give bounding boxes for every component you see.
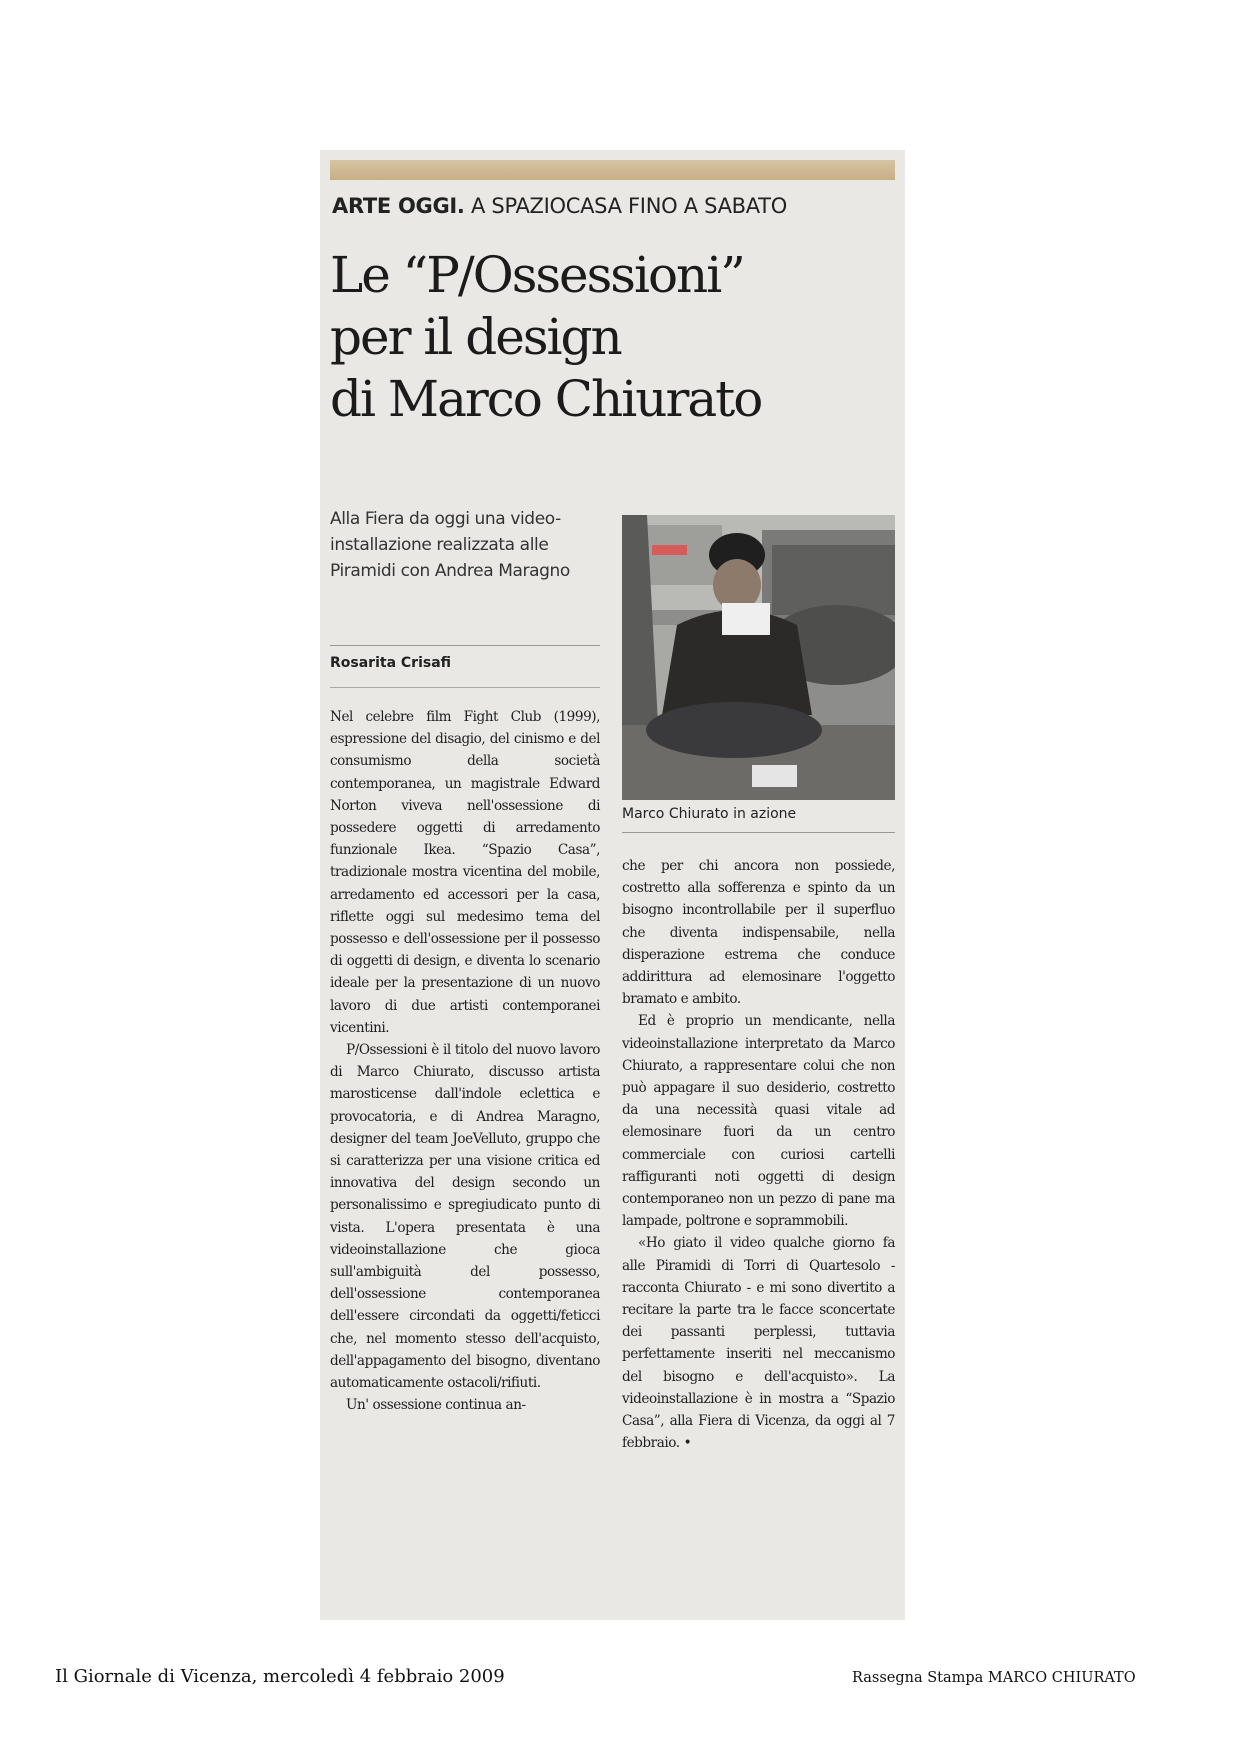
- paragraph: P/Ossessioni è il titolo del nuovo lavoro di Marco Chiurato, discusso artista marosticense dall'indole eclettica e provocatoria, e di Andrea Maragno, designer del team JoeVelluto, gruppo che si caratterizza per una visione critica ed innovativa del design secondo un personalissimo e spregiudicato punto di vista. L'opera presentata è una videoinstallazione che gioca sull'ambiguità del possesso, dell'ossessione contemporanea dell'essere circondati da oggetti/feticci che, nel momento stesso dell'acquisto, dell'appagamento del bisogno, diventano automaticamente ostacoli/rifiuti.: [330, 1042, 600, 1392]
- article-subhead: Alla Fiera da oggi una video-installazione realizzata alle Piramidi con Andrea Maragno: [330, 509, 570, 581]
- photo-illustration: [622, 515, 895, 800]
- footer-collection: Rassegna Stampa MARCO CHIURATO: [852, 1670, 1136, 1686]
- paragraph: Nel celebre film Fight Club (1999), espressione del disagio, del cinismo e del consumismo della società contemporanea, un magistrale Edward Norton viveva nell'ossessione di possedere oggetti di arredamento funzionale Ikea. “Spazio Casa”, tradizionale mostra vicentina del mobile, arredamento ed accessori per la casa, riflette oggi sul medesimo tema del possesso e dell'ossessione per il possesso di oggetti di design, e diventa lo scenario ideale per la presentazione di un nuovo lavoro di due artisti contemporanei vicentini.: [330, 709, 600, 1036]
- paragraph: [622, 1232, 895, 1454]
- top-color-band: [330, 160, 895, 180]
- article-kicker: [332, 194, 892, 218]
- newspaper-clipping: [320, 150, 905, 1620]
- footer-source: Il Giornale di Vicenza, mercoledì 4 febbraio 2009: [55, 1666, 505, 1687]
- paragraph: che per chi ancora non possiede, costretto alla sofferenza e spinto da un bisogno incontrollabile per il superfluo che diventa indispensabile, nella disperazione estrema che conduce addirittura ad elemosinare l'oggetto bramato e ambito.: [622, 858, 895, 1008]
- divider: [330, 687, 600, 688]
- divider: [330, 645, 600, 646]
- article-column-1: [330, 706, 600, 1417]
- paragraph: Ed è proprio un mendicante, nella videoinstallazione interpretato da Marco Chiurato, a rappresentare colui che non può appagare il suo desiderio, costretto da una necessità quasi vitale ad elemosinare fuori da un centro commerciale con curiosi cartelli raffiguranti noti oggetti di design contemporaneo non un pezzo di pane ma lampade, poltrone e soprammobili.: [622, 1013, 895, 1230]
- headline-line-2: per il design: [330, 308, 621, 366]
- article-byline: Rosarita Crisafi: [330, 655, 452, 671]
- article-photo: [622, 515, 895, 800]
- kicker-text: A SPAZIOCASA FINO A SABATO: [470, 194, 787, 218]
- paragraph-text: «Ho giato il video qualche giorno fa alle Piramidi di Torri di Quartesolo - racconta Chiurato - e mi sono divertito a recitare la parte tra le facce sconcertate dei passanti perplessi, tuttavia perfettamente inseriti nel meccanismo del bisogno e dell'acquisto». La videoinstallazione è in mostra a “Spazio Casa”, alla Fiera di Vicenza, da oggi al 7 febbraio.: [622, 1235, 895, 1452]
- paragraph: Un' ossessione continua an-: [346, 1397, 526, 1414]
- headline-line-1: Le “P/Ossessioni”: [330, 246, 744, 304]
- kicker-section: ARTE OGGI.: [332, 194, 465, 218]
- article-headline: [330, 244, 900, 430]
- end-mark: •: [683, 1435, 692, 1452]
- headline-line-3: di Marco Chiurato: [330, 370, 762, 428]
- divider: [622, 832, 895, 833]
- article-column-2: [622, 855, 895, 1454]
- photo-caption: Marco Chiurato in azione: [622, 806, 797, 822]
